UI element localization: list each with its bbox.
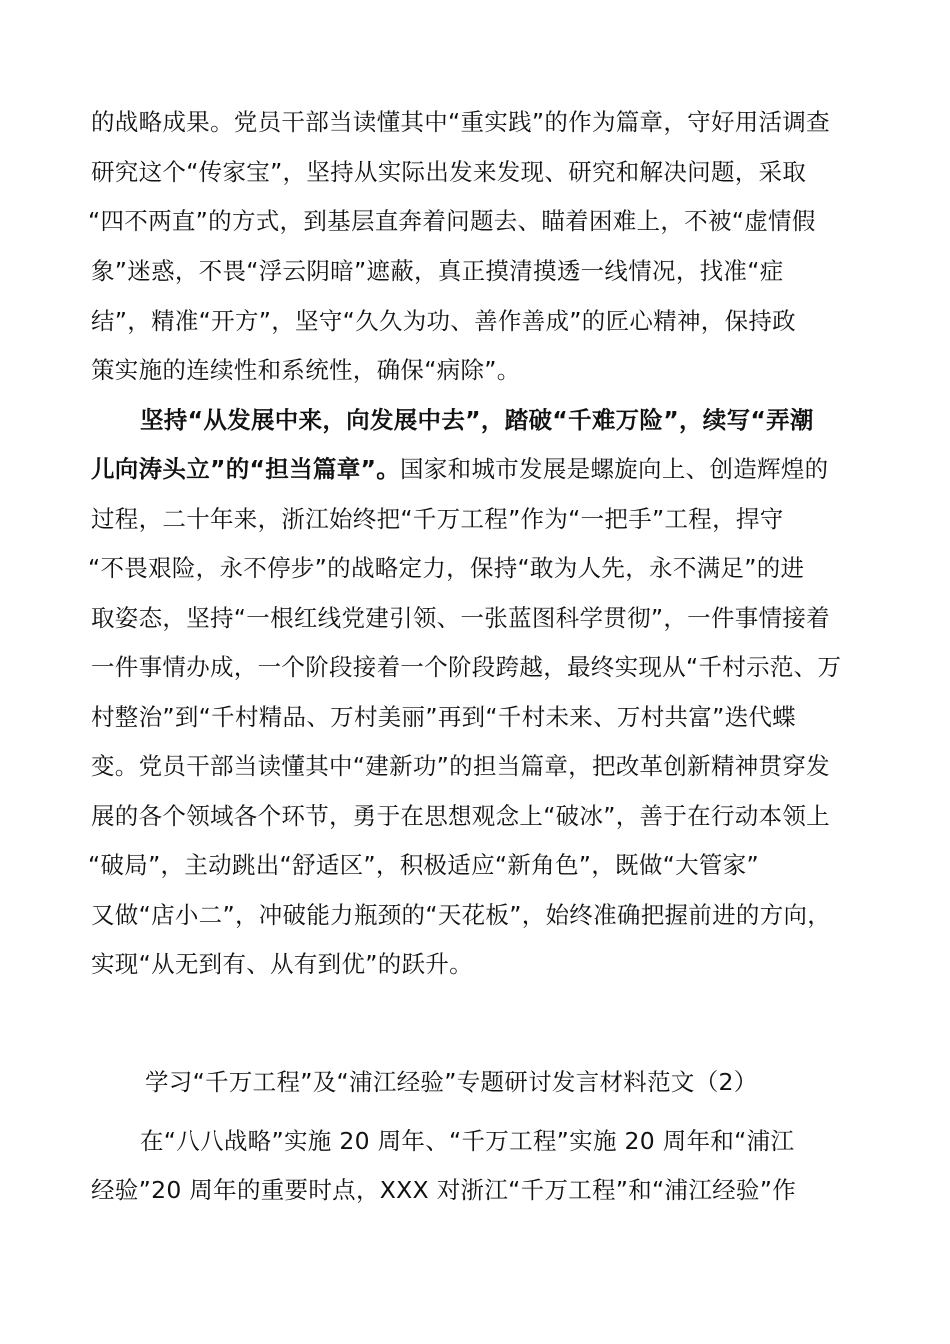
paragraph-line: 变。党员干部当读懂其中“建新功”的担当篇章，把改革创新精神贯穿发 xyxy=(91,752,830,780)
paragraph-line: “破局”，主动跳出“舒适区”，积极适应“新角色”，既做“大管家” xyxy=(88,851,759,879)
paragraph-line: “不畏艰险，永不停步”的战略定力，保持“敢为人先，永不满足”的进 xyxy=(88,554,805,582)
paragraph-line-mixed xyxy=(91,453,828,485)
paragraph-line: 象”迷惑，不畏“浮云阴暗”遮蔽，真正摸清摸透一线情况，找准“症 xyxy=(91,257,784,285)
paragraph-line: 研究这个“传家宝”，坚持从实际出发来发现、研究和解决问题，采取 xyxy=(91,158,807,186)
paragraph-line: 一件事情办成，一个阶段接着一个阶段跨越，最终实现从“千村示范、万 xyxy=(91,653,842,681)
paragraph-lead-bold: 坚持“从发展中来，向发展中去”，踏破“千难万险”，续写“弄潮 xyxy=(140,406,814,434)
paragraph-line: 经验”20 周年的重要时点，XXX 对浙江“千万工程”和“浦江经验”作 xyxy=(91,1176,797,1204)
paragraph-line: 实现“从无到有、从有到优”的跃升。 xyxy=(91,950,473,978)
paragraph-line: 策实施的连续性和系统性，确保“病除”。 xyxy=(91,356,521,384)
paragraph-line: 村整治”到“千村精品、万村美丽”再到“千村未来、万村共富”迭代蝶 xyxy=(91,703,796,731)
paragraph-line: 结”，精准“开方”，坚守“久久为功、善作善成”的匠心精神，保持政 xyxy=(91,307,796,335)
paragraph-line: 的战略成果。党员干部当读懂其中“重实践”的作为篇章，守好用活调查 xyxy=(91,108,830,136)
paragraph-line: 在“八八战略”实施 20 周年、“千万工程”实施 20 周年和“浦江 xyxy=(140,1127,795,1155)
paragraph-line: “四不两直”的方式，到基层直奔着问题去、瞄着困难上，不被“虚情假 xyxy=(88,207,816,235)
paragraph-line: 取姿态，坚持“一根红线党建引领、一张蓝图科学贯彻”，一件事情接着 xyxy=(91,604,830,632)
paragraph-text: 国家和城市发展是螺旋向上、创造辉煌的 xyxy=(400,455,829,483)
paragraph-line: 又做“店小二”，冲破能力瓶颈的“天花板”，始终准确把握前进的方向， xyxy=(91,901,832,929)
paragraph-line: 过程，二十年来，浙江始终把“千万工程”作为“一把手”工程，捍守 xyxy=(91,505,784,533)
section-heading: 学习“千万工程”及“浦江经验”专题研讨发言材料范文（2） xyxy=(145,1068,758,1096)
paragraph-line: 展的各个领域各个环节，勇于在思想观念上“破冰”，善于在行动本领上 xyxy=(91,802,830,830)
paragraph-lead-bold: 儿向涛头立”的“担当篇章”。 xyxy=(91,455,401,483)
